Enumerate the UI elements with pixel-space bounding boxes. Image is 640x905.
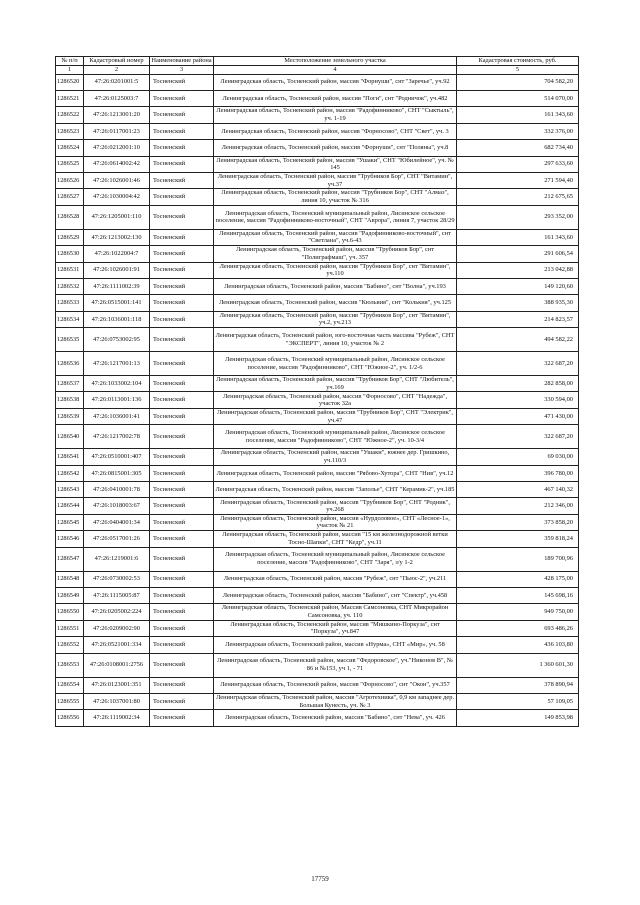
row-number-cell: 1286533 [56, 295, 84, 311]
cadastral-number-cell: 47:26:0410001:78 [84, 482, 150, 498]
cadastral-value-cell: 57 109,05 [457, 693, 579, 709]
table-row [56, 514, 579, 530]
row-number-cell: 1286523 [56, 123, 84, 139]
district-cell: Тосненский [150, 449, 214, 465]
district-cell: Тосненский [150, 229, 214, 245]
cadastral-value-cell: 145 698,16 [457, 587, 579, 603]
location-cell: Ленинградская область, Тосненский муниципальный район, Лисинское сельское поселение, массив "Радофинниково", СНТ "Южное-2", уч. 10-3/4 [214, 425, 457, 449]
cadastral-number-cell: 47:26:1213002:130 [84, 229, 150, 245]
cadastral-value-cell: 682 734,40 [457, 140, 579, 156]
row-number-cell: 1286537 [56, 376, 84, 392]
row-number-cell: 1286526 [56, 172, 84, 188]
row-number-cell: 1286524 [56, 140, 84, 156]
cadastral-value-cell: 213 042,88 [457, 262, 579, 278]
location-cell: Ленинградская область, Тосненский район, массив "Бабино", снт "Спектр", уч.458 [214, 587, 457, 603]
cadastral-number-cell: 47:26:0753002:95 [84, 328, 150, 352]
location-cell: Ленинградская область, Тосненский муниципальный район, Лисинское сельское поселение, массив "Радофинниково-восточный", СНТ "Аврора", линия 7, участок 28/29 [214, 205, 457, 229]
location-cell: Ленинградская область, Тосненский район, массив "Поги", снт "Родничок", уч.482 [214, 90, 457, 106]
cadastral-value-cell: 514 070,00 [457, 90, 579, 106]
row-number-cell: 1286539 [56, 408, 84, 424]
table-row [56, 156, 579, 172]
row-number-cell: 1286545 [56, 514, 84, 530]
table-row [56, 107, 579, 123]
district-cell: Тосненский [150, 90, 214, 106]
cadastral-value-cell: 271 594,40 [457, 172, 579, 188]
cadastral-number-cell: 47:26:1115005:87 [84, 587, 150, 603]
location-cell: Ленинградская область, Тосненский район, массив "Заполье", СНТ "Керамик-2", уч.185 [214, 482, 457, 498]
table-row [56, 531, 579, 547]
table-row [56, 376, 579, 392]
cadastral-number-cell: 47:26:1018003:67 [84, 498, 150, 514]
district-cell: Тосненский [150, 677, 214, 693]
cadastral-value-cell: 149 120,60 [457, 278, 579, 294]
row-number-cell: 1286527 [56, 189, 84, 205]
cadastral-value-cell: 189 700,96 [457, 547, 579, 571]
location-cell: Ленинградская область, Тосненский муниципальный район, Лисинское сельское поселение, массив "Радофинниково", СНТ "Южное-2", уч. 1/2-6 [214, 352, 457, 376]
cadastral-number-cell: 47:26:1033002:104 [84, 376, 150, 392]
cadastral-value-table [55, 56, 579, 727]
district-cell: Тосненский [150, 295, 214, 311]
cadastral-value-cell: 332 376,00 [457, 123, 579, 139]
row-number-cell: 1286529 [56, 229, 84, 245]
row-number-cell: 1286522 [56, 107, 84, 123]
row-number-cell: 1286544 [56, 498, 84, 514]
cadastral-value-cell: 282 858,00 [457, 376, 579, 392]
district-cell: Тосненский [150, 189, 214, 205]
district-cell: Тосненский [150, 620, 214, 636]
cadastral-number-cell: 47:26:0123001:351 [84, 677, 150, 693]
header-cadastral-number: Кадастровый номер [84, 57, 150, 66]
cadastral-value-cell: 949 750,00 [457, 604, 579, 620]
row-number-cell: 1286547 [56, 547, 84, 571]
table-row [56, 311, 579, 327]
table-row [56, 677, 579, 693]
district-cell: Тосненский [150, 328, 214, 352]
location-cell: Ленинградская область, Тосненский район, массив "Форносово", снт "Окон", уч.357 [214, 677, 457, 693]
row-number-cell: 1286548 [56, 571, 84, 587]
row-number-cell: 1286530 [56, 246, 84, 262]
table-row [56, 392, 579, 408]
location-cell: Ленинградская область, Тосненский район, массив "15 км железнодорожной ветки Тосно-Шапки", СНТ "Кедр", уч.11 [214, 531, 457, 547]
row-number-cell: 1286541 [56, 449, 84, 465]
row-number-cell: 1286534 [56, 311, 84, 327]
row-number-cell: 1286535 [56, 328, 84, 352]
cadastral-value-cell: 322 687,20 [457, 425, 579, 449]
cadastral-value-cell: 149 853,98 [457, 710, 579, 726]
cadastral-number-cell: 47:26:1219001:6 [84, 547, 150, 571]
cadastral-number-cell: 47:26:1217002:78 [84, 425, 150, 449]
cadastral-number-cell: 47:26:0117001:23 [84, 123, 150, 139]
row-number-cell: 1286550 [56, 604, 84, 620]
table-row [56, 587, 579, 603]
location-cell: Ленинградская область, Тосненский район, массив "Трубников Бор", СНТ "Любитель", уч.169 [214, 376, 457, 392]
location-cell: Ленинградская область, Тосненский район, массив "Форнуши", снт "Поляны", уч.8 [214, 140, 457, 156]
column-number: 3 [150, 66, 214, 75]
location-cell: Ленинградская область, Тосненский район, массив "Радофинниково-восточный", снт "Светлана", уч.6-43 [214, 229, 457, 245]
cadastral-number-cell: 47:26:0521001:334 [84, 637, 150, 653]
location-cell: Ленинградская область, Тосненский район, массив "Федоровское", уч."Никонов В", № 86 и №153, уч 1, - 71 [214, 653, 457, 677]
header-row [56, 57, 579, 66]
district-cell: Тосненский [150, 531, 214, 547]
district-cell: Тосненский [150, 107, 214, 123]
district-cell: Тосненский [150, 352, 214, 376]
cadastral-number-cell: 47:26:0125003:7 [84, 90, 150, 106]
table-row [56, 604, 579, 620]
district-cell: Тосненский [150, 498, 214, 514]
cadastral-number-cell: 47:26:0404001:34 [84, 514, 150, 530]
table-row [56, 465, 579, 481]
district-cell: Тосненский [150, 311, 214, 327]
table-row [56, 352, 579, 376]
cadastral-number-cell: 47:26:1111002:39 [84, 278, 150, 294]
column-number-row [56, 66, 579, 75]
location-cell: Ленинградская область, Тосненский район, массив «Нурма», СНТ «Мир», уч. 58 [214, 637, 457, 653]
table-row [56, 278, 579, 294]
cadastral-number-cell: 47:26:0815001:305 [84, 465, 150, 481]
table-row [56, 74, 579, 90]
header-row-number: № п/п [56, 57, 84, 66]
location-cell: Ленинградская область, Тосненский район, массив "Форносово", СНТ "Свет", уч. 3 [214, 123, 457, 139]
district-cell: Тосненский [150, 246, 214, 262]
cadastral-value-cell: 693 486,26 [457, 620, 579, 636]
row-number-cell: 1286540 [56, 425, 84, 449]
column-number: 4 [214, 66, 457, 75]
table-row [56, 653, 579, 677]
cadastral-number-cell: 47:26:0201001:5 [84, 74, 150, 90]
location-cell: Ленинградская область, Тосненский район, массив "Мишкино-Поркуза", снт "Поркуза", уч.847 [214, 620, 457, 636]
district-cell: Тосненский [150, 376, 214, 392]
cadastral-value-cell: 293 352,00 [457, 205, 579, 229]
district-cell: Тосненский [150, 172, 214, 188]
cadastral-number-cell: 47:26:0730002:53 [84, 571, 150, 587]
district-cell: Тосненский [150, 547, 214, 571]
cadastral-number-cell: 47:26:1205001:110 [84, 205, 150, 229]
row-number-cell: 1286552 [56, 637, 84, 653]
district-cell: Тосненский [150, 465, 214, 481]
row-number-cell: 1286520 [56, 74, 84, 90]
location-cell: Ленинградская область, Тосненский район, массив "Кюльвия", снт "Колькия", уч.125 [214, 295, 457, 311]
cadastral-value-cell: 330 594,00 [457, 392, 579, 408]
table-row [56, 295, 579, 311]
location-cell: Ленинградская область, Тосненский район, массив "Трубников Бор", снт "Витамин", уч.110 [214, 262, 457, 278]
district-cell: Тосненский [150, 156, 214, 172]
cadastral-number-cell: 47:26:0614002:42 [84, 156, 150, 172]
cadastral-number-cell: 47:26:1036001:118 [84, 311, 150, 327]
district-cell: Тосненский [150, 604, 214, 620]
column-number: 2 [84, 66, 150, 75]
district-cell: Тосненский [150, 710, 214, 726]
district-cell: Тосненский [150, 392, 214, 408]
table-row [56, 693, 579, 709]
location-cell: Ленинградская область, Тосненский район, массив "Трубников Бор", снт "Витамин", уч.2, уч.213 [214, 311, 457, 327]
table-row [56, 547, 579, 571]
table-row [56, 140, 579, 156]
row-number-cell: 1286543 [56, 482, 84, 498]
table-row [56, 262, 579, 278]
header-cadastral-value: Кадастровая стоимость, руб. [457, 57, 579, 66]
row-number-cell: 1286536 [56, 352, 84, 376]
cadastral-number-cell: 47:26:0510001:407 [84, 449, 150, 465]
cadastral-number-cell: 47:26:0113001:136 [84, 392, 150, 408]
location-cell: Ленинградская область, Тосненский район, массив "Бабино", снт "Волна", уч.193 [214, 278, 457, 294]
column-number: 5 [457, 66, 579, 75]
cadastral-value-cell: 1 360 601,30 [457, 653, 579, 677]
row-number-cell: 1286542 [56, 465, 84, 481]
cadastral-number-cell: 47:26:1217001:13 [84, 352, 150, 376]
cadastral-value-cell: 388 935,30 [457, 295, 579, 311]
table-body [56, 74, 579, 726]
district-cell: Тосненский [150, 425, 214, 449]
location-cell: Ленинградская область, Тосненский район, юго-восточная часть массива "Рубеж", СНТ "ЭКСПЕРТ", линия 10, участок № 2 [214, 328, 457, 352]
table-row [56, 637, 579, 653]
cadastral-value-cell: 214 823,57 [457, 311, 579, 327]
cadastral-value-cell: 471 430,00 [457, 408, 579, 424]
cadastral-value-cell: 69 030,00 [457, 449, 579, 465]
district-cell: Тосненский [150, 262, 214, 278]
cadastral-value-cell: 494 582,22 [457, 328, 579, 352]
district-cell: Тосненский [150, 653, 214, 677]
table-row [56, 620, 579, 636]
header-location: Местоположение земельного участка [214, 57, 457, 66]
district-cell: Тосненский [150, 693, 214, 709]
cadastral-value-cell: 704 582,20 [457, 74, 579, 90]
row-number-cell: 1286555 [56, 693, 84, 709]
table-row [56, 90, 579, 106]
table-row [56, 425, 579, 449]
location-cell: Ленинградская область, Тосненский район, массив "Трубников Бор", СНТ "Электрик", уч.47 [214, 408, 457, 424]
cadastral-number-cell: 47:26:0515001:141 [84, 295, 150, 311]
location-cell: Ленинградская область, Тосненский район, Массив Самсоновка, СНТ Микрорайон Самсоновка, уч. 110 [214, 604, 457, 620]
row-number-cell: 1286525 [56, 156, 84, 172]
cadastral-value-cell: 373 858,20 [457, 514, 579, 530]
column-number: 1 [56, 66, 84, 75]
row-number-cell: 1286538 [56, 392, 84, 408]
row-number-cell: 1286556 [56, 710, 84, 726]
cadastral-value-cell: 467 140,32 [457, 482, 579, 498]
table-row [56, 229, 579, 245]
page-number: 17759 [311, 875, 329, 883]
district-cell: Тосненский [150, 408, 214, 424]
district-cell: Тосненский [150, 514, 214, 530]
location-cell: Ленинградская область, Тосненский муниципальный район, Лисинское сельское поселение, массив "Радофинниково", СНТ "Заря", з/у 1-2 [214, 547, 457, 571]
table-row [56, 123, 579, 139]
district-cell: Тосненский [150, 74, 214, 90]
district-cell: Тосненский [150, 587, 214, 603]
table-row [56, 710, 579, 726]
location-cell: Ленинградская область, Тосненский район, массив "Рябово-Хутора", СНТ "Нив", уч.12 [214, 465, 457, 481]
row-number-cell: 1286532 [56, 278, 84, 294]
row-number-cell: 1286551 [56, 620, 84, 636]
location-cell: Ленинградская область, Тосненский район, массив "Рубеж", снт "Пьюс-2", уч.211 [214, 571, 457, 587]
row-number-cell: 1286531 [56, 262, 84, 278]
cadastral-value-cell: 428 175,00 [457, 571, 579, 587]
cadastral-number-cell: 47:26:0205002:224 [84, 604, 150, 620]
row-number-cell: 1286549 [56, 587, 84, 603]
location-cell: Ленинградская область, Тосненский район, массив "Агротехника", 0,9 км западнее дер. Большая Кунесть, уч. № 3 [214, 693, 457, 709]
table-row [56, 571, 579, 587]
row-number-cell: 1286521 [56, 90, 84, 106]
row-number-cell: 1286546 [56, 531, 84, 547]
cadastral-value-cell: 212 675,65 [457, 189, 579, 205]
table-row [56, 246, 579, 262]
location-cell: Ленинградская область, Тосненский район, массив «Нурдоловое», СНТ «Лесное-1», участок № 21 [214, 514, 457, 530]
cadastral-number-cell: 47:26:0212001:10 [84, 140, 150, 156]
row-number-cell: 1286554 [56, 677, 84, 693]
cadastral-number-cell: 47:26:1026001:46 [84, 172, 150, 188]
location-cell: Ленинградская область, Тосненский район, массив "Ушаки", СНТ "Юбилейное", уч. № 145 [214, 156, 457, 172]
district-cell: Тосненский [150, 123, 214, 139]
cadastral-number-cell: 47:26:1213001:20 [84, 107, 150, 123]
cadastral-number-cell: 47:26:1022004:7 [84, 246, 150, 262]
location-cell: Ленинградская область, Тосненский район, массив "Ушаки", южнее дер. Гришкино, уч.110/3 [214, 449, 457, 465]
header-district: Наименование района [151, 57, 212, 65]
table-row [56, 189, 579, 205]
cadastral-value-cell: 396 780,00 [457, 465, 579, 481]
cadastral-number-cell: 47:26:0108001:2756 [84, 653, 150, 677]
district-cell: Тосненский [150, 482, 214, 498]
location-cell: Ленинградская область, Тосненский район, массив "Трубников Бор", СНТ "Витамин", уч.37 [214, 172, 457, 188]
table-row [56, 172, 579, 188]
cadastral-number-cell: 47:26:1036001:41 [84, 408, 150, 424]
row-number-cell: 1286528 [56, 205, 84, 229]
location-cell: Ленинградская область, Тосненский район, массив "Форносово", СНТ "Надежда", участок 32а [214, 392, 457, 408]
cadastral-number-cell: 47:26:1119002:34 [84, 710, 150, 726]
table-row [56, 449, 579, 465]
cadastral-value-cell: 359 818,24 [457, 531, 579, 547]
location-cell: Ленинградская область, Тосненский район, массив "Трубников Бор", СНТ "Алмаз", линия 10, участок № 316 [214, 189, 457, 205]
location-cell: Ленинградская область, Тосненский район, массив "Радофинниково", СНТ "Сыктыль", уч. 1-19 [214, 107, 457, 123]
location-cell: Ленинградская область, Тосненский район, массив "Трубников Бор", СНТ "Родник", уч.268 [214, 498, 457, 514]
district-cell: Тосненский [150, 205, 214, 229]
cadastral-number-cell: 47:26:0209002:90 [84, 620, 150, 636]
district-cell: Тосненский [150, 637, 214, 653]
location-cell: Ленинградская область, Тосненский район, массив "Бабино", снт "Нева", уч. 426 [214, 710, 457, 726]
district-cell: Тосненский [150, 571, 214, 587]
table-row [56, 205, 579, 229]
cadastral-value-cell: 436 103,80 [457, 637, 579, 653]
table-row [56, 482, 579, 498]
cadastral-number-cell: 47:26:0517001:26 [84, 531, 150, 547]
table-row [56, 498, 579, 514]
cadastral-number-cell: 47:26:1026001:91 [84, 262, 150, 278]
cadastral-value-cell: 297 633,60 [457, 156, 579, 172]
cadastral-value-cell: 378 890,94 [457, 677, 579, 693]
cadastral-value-cell: 322 687,20 [457, 352, 579, 376]
district-cell: Тосненский [150, 278, 214, 294]
table-row [56, 408, 579, 424]
cadastral-number-cell: 47:26:1030004:42 [84, 189, 150, 205]
district-cell: Тосненский [150, 140, 214, 156]
cadastral-value-cell: 161 343,60 [457, 229, 579, 245]
cadastral-number-cell: 47:26:1037001:80 [84, 693, 150, 709]
row-number-cell: 1286553 [56, 653, 84, 677]
table-row [56, 328, 579, 352]
cadastral-value-cell: 212 346,00 [457, 498, 579, 514]
location-cell: Ленинградская область, Тосненский район, массив "Форнуши", снт "Заречье", уч.92 [214, 74, 457, 90]
location-cell: Ленинградская область, Тосненский район, массив "Трубников Бор", снт "Полиграфмаш", уч. 357 [214, 246, 457, 262]
cadastral-value-cell: 161 343,60 [457, 107, 579, 123]
cadastral-value-cell: 291 606,54 [457, 246, 579, 262]
